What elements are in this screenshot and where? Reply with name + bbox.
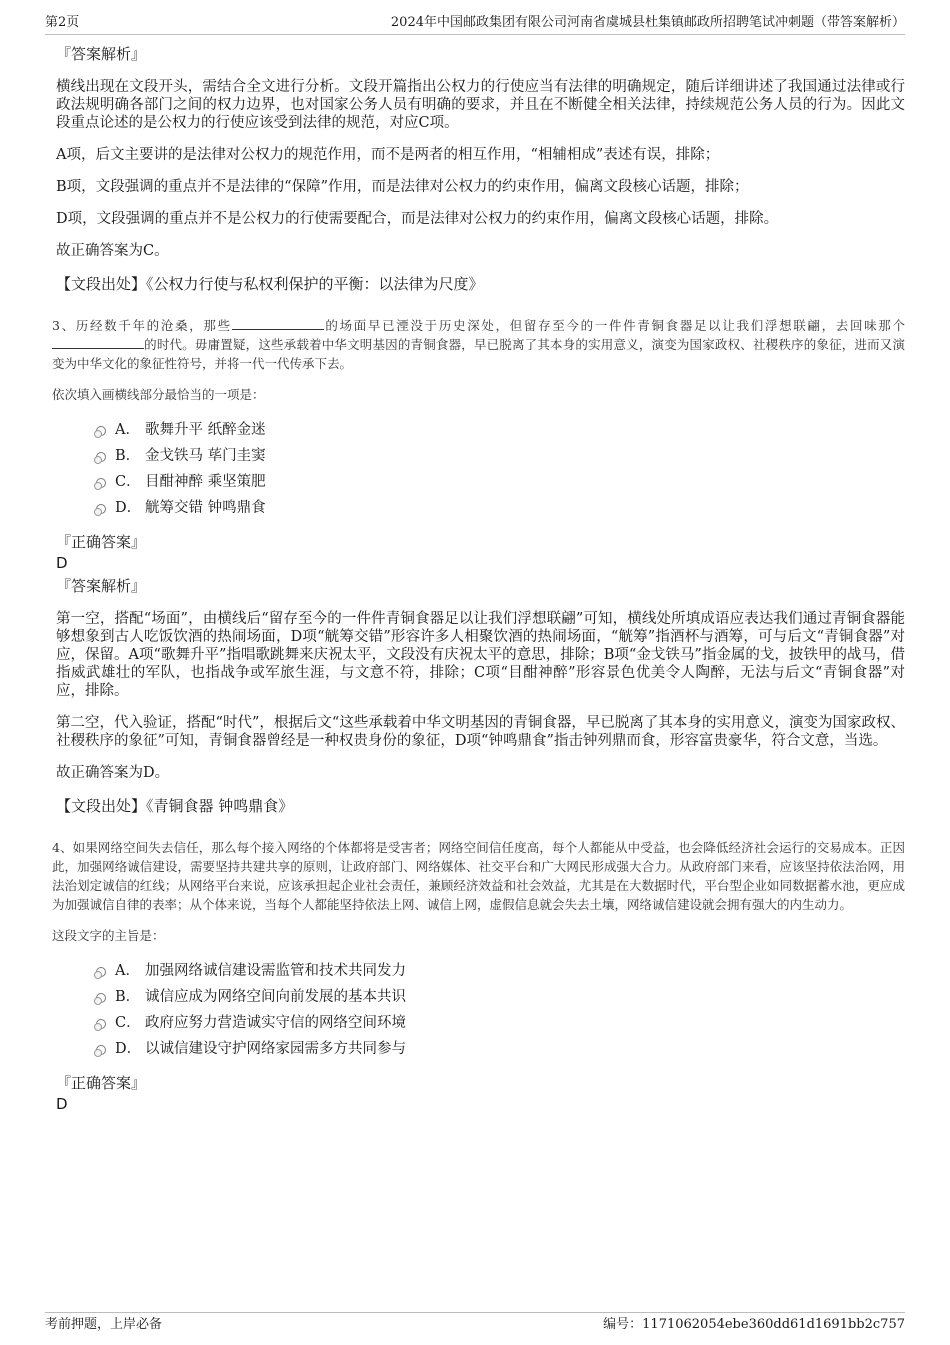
fill-blank xyxy=(52,336,144,349)
question-4-prompt: 这段文字的主旨是： xyxy=(52,928,165,943)
radio-icon[interactable] xyxy=(96,993,106,1003)
passage-source: 【文段出处】《青铜食器 钟鸣鼎食》 xyxy=(56,797,294,815)
radio-icon[interactable] xyxy=(96,452,106,462)
analysis-paragraph: B项，文段强调的重点并不是法律的“保障”作用，而是法律对公权力的约束作用，偏离文段核心话题，排除； xyxy=(56,179,749,195)
page-header xyxy=(45,14,905,35)
option-b[interactable]: B． 诚信应成为网络空间向前发展的基本共识 xyxy=(56,987,905,1013)
option-c[interactable]: C． 目酣神醉 乘坚策肥 xyxy=(56,472,905,498)
option-d[interactable]: D． 以诚信建设守护网络家园需多方共同参与 xyxy=(56,1039,905,1065)
page-number: 第2页 xyxy=(45,15,80,30)
radio-icon[interactable] xyxy=(96,478,106,488)
option-a[interactable]: A． 加强网络诚信建设需监管和技术共同发力 xyxy=(56,961,905,987)
fill-blank xyxy=(232,317,324,330)
correct-answer-label: 『正确答案』 xyxy=(56,533,147,551)
question-3-prompt: 依次填入画横线部分最恰当的一项是： xyxy=(52,387,265,402)
option-b[interactable]: B． 金戈铁马 荜门圭窦 xyxy=(56,446,905,472)
radio-icon[interactable] xyxy=(96,1045,106,1055)
radio-icon[interactable] xyxy=(96,426,106,436)
question-4-options xyxy=(56,961,905,1065)
radio-icon[interactable] xyxy=(96,967,106,977)
option-a[interactable]: A． 歌舞升平 纸醉金迷 xyxy=(56,420,905,446)
analysis-paragraph: 横线出现在文段开头，需结合全文进行分析。文段开篇指出公权力的行使应当有法律的明确规定，随后详细讲述了我国通过法律或行政法规明确各部门之间的权力边界，也对国家公务人员有明确的要求，并且在不断健全相关法律，持续规范公务人员的行为。因此文段重点论述的是公权力的行使应该受到法律的规范，对应C项。 xyxy=(56,79,905,131)
radio-icon[interactable] xyxy=(96,1019,106,1029)
question-3-text: 3、历经数千年的沧桑，那些 的场面早已湮没于历史深处，但留存至今的一件件青铜食器足以让我们浮想联翩，去回味那个的时代。毋庸置疑，这些承载着中华文明基因的青铜食器，早已脱离了其本身的实用意义，演变为国家政权、社稷秩序的象征，进而又演变为中华文化的象征性符号，并将一代一代传承下去。 xyxy=(52,318,905,371)
analysis-conclusion: 故正确答案为C。 xyxy=(56,243,169,259)
analysis-paragraph: A项，后文主要讲的是法律对公权力的规范作用，而不是两者的相互作用，“相辅相成”表述有误，排除； xyxy=(56,147,720,163)
option-d[interactable]: D． 觥筹交错 钟鸣鼎食 xyxy=(56,498,905,524)
option-c[interactable]: C． 政府应努力营造诚实守信的网络空间环境 xyxy=(56,1013,905,1039)
question-4-text: 4、如果网络空间失去信任，那么每个接入网络的个体都将是受害者；网络空间信任度高，每个人都能从中受益，也会降低经济社会运行的交易成本。正因此，加强网络诚信建设，需要坚持共建共享的原则，让政府部门、网络媒体、社交平台和广大网民形成强大合力。从政府部门来看，应该坚持依法治网，用法治划定诚信的红线；从网络平台来说，应该承担起企业社会责任，兼顾经济效益和社会效益，尤其是在大数据时代，平台型企业如同数据蓄水池，更应成为加强诚信自律的表率；从个体来说，当每个人都能坚持依法上网、诚信上网，虚假信息就会失去土壤，网络诚信建设就会拥有强大的内生动力。 xyxy=(52,840,905,912)
page-footer xyxy=(45,1312,905,1335)
question-3-options xyxy=(56,420,905,524)
passage-source: 【文段出处】《公权力行使与私权利保护的平衡：以法律为尺度》 xyxy=(56,275,484,293)
analysis-paragraph: 第二空，代入验证，搭配“时代”，根据后文“这些承载着中华文明基因的青铜食器，早已脱离了其本身的实用意义，演变为国家政权、社稷秩序的象征”可知，青铜食器曾经是一种权贵身份的象征，D项“钟鸣鼎食”指击钟列鼎而食，形容富贵豪华，符合文意，当选。 xyxy=(56,715,905,749)
analysis-paragraph: D项，文段强调的重点并不是公权力的行使需要配合，而是法律对公权力的约束作用，偏离文段核心话题，排除。 xyxy=(56,211,779,227)
analysis-label: 『答案解析』 xyxy=(56,577,147,595)
analysis-conclusion: 故正确答案为D。 xyxy=(56,765,170,781)
radio-icon[interactable] xyxy=(96,504,106,514)
page-content xyxy=(52,44,905,1117)
document-title: 2024年中国邮政集团有限公司河南省虞城县杜集镇邮政所招聘笔试冲刺题（带答案解析） xyxy=(390,15,905,30)
correct-answer: D xyxy=(56,1095,68,1113)
document-id: 编号：1171062054ebe360dd61d1691bb2c757 xyxy=(603,1317,905,1332)
correct-answer-label: 『正确答案』 xyxy=(56,1074,147,1092)
analysis-label: 『答案解析』 xyxy=(56,45,147,63)
footer-slogan: 考前押题，上岸必备 xyxy=(45,1317,163,1332)
analysis-paragraph: 第一空，搭配“场面”，由横线后“留存至今的一件件青铜食器足以让我们浮想联翩”可知，横线处所填成语应表达我们通过青铜食器能够想象到古人吃饭饮酒的热闹场面，D项“觥筹交错”形容许多人相聚饮酒的热闹场面，“觥筹”指酒杯与酒筹，可与后文“青铜食器”对应，保留。A项“歌舞升平”指唱歌跳舞来庆祝太平，文段没有庆祝太平的意思，排除；B项“金戈铁马”指金属的戈，披铁甲的战马，借指威武雄壮的军队，也指战争或军旅生涯，与文意不符，排除；C项“目酣神醉”形容景色优美令人陶醉，无法与后文“青铜食器”对应，排除。 xyxy=(56,611,905,699)
correct-answer: D xyxy=(56,554,68,572)
